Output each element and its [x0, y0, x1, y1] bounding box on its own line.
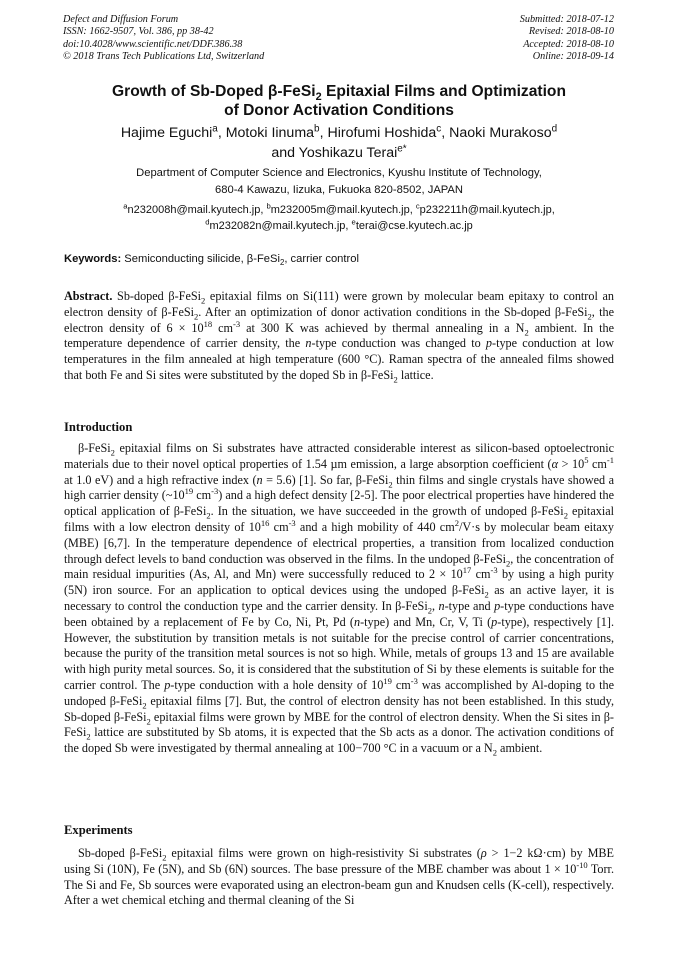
affiliation: Department of Computer Science and Electronics, Kyushu Institute of Technology, 680-4 Kawazu, Iizuka, Fukuoka 820-8502, JAPAN — [136, 167, 542, 196]
email-link[interactable]: m232082n@mail.kyutech.jp, — [209, 219, 352, 232]
issn-line: ISSN: 1662-9507, Vol. 386, pp 38-42 — [63, 26, 214, 38]
email-link[interactable]: p232211h@mail.kyutech.jp, — [419, 204, 555, 216]
online-date: Online: 2018-09-14 — [532, 50, 614, 62]
email-link[interactable]: n232008h@mail.kyutech.jp, — [127, 204, 267, 216]
author-emails: $^a$n232008h@mail.kyutech.jp, $^b$m232005m@mail.kyutech.jp, $^c$p232211h@mail.kyutech.jp, $^d$m232082n@mail.kyutech.jp, $^e$terai@cse.kyutech.ac.jp — [123, 201, 555, 232]
introduction-body: β-FeSi$_2$ epitaxial films on Si substrates have attracted considerable interest as silicon-based optoelectronic materials due to their novel optical properties of 1.54 µm emission, a large absorption coefficient ($\alpha > 10^5$ $cm^{-1}$ at 1.0 eV) and a high refractive index (n = 5.6) [1]. So far, β-FeSi$_2$ thin films and single crystals have showed a high carrier density ($\sim 10^{19}$ $cm^{-3}$) and a high defect density [2-5]. The poor electrical properties have hindered the optical application of β-FeSi$_2$. In the situation, we have succeeded in the growth of undoped β-FeSi$_2$ epitaxial films with a low electron density of $10^{16}$ $cm^{-3}$ and a high mobility of 440 $cm^2/V\cdot s$ by molecular beam eitaxy (MBE) [6,7]. In the temperature dependence of electrical properties, a transition from localized conduction through defect levels to band conduction was observed in the films. In the undoped β-FeSi$_2$, the concentration of main residual impurities (As, Al, and Mn) were successfully reduced to $2 \times 10^{17}$ $cm^{-3}$ by using a high purity (5N) iron source. For an application to optical devices using the undoped β-FeSi$_2$ as an active layer, it is necessary to control the conduction type and the carrier density. In β-FeSi$_2$, n-type and p-type conductions have been obtained by a replacement of Fe by Co, Ni, Pt, Pd (n-type) and Mn, Cr, V, Ti (p-type), respectively [1]. However, the substitution by transition metals is not suitable for the precise control of carrier concentrations, because the purity of the transition metal sources is not so high. While, metals of groups 13 and 15 are available with high purity metal sources. So, it is considered that the substitution of Si by these elements is suitable for the carrier control. The p-type conduction with a hole density of $10^{19}$ $cm^{-3}$ was accomplished by Al-doping to the undoped β-FeSi$_2$ epitaxial films [7]. But, the control of electron density has not been established. In this study, Sb-doped β-FeSi$_2$ epitaxial films were grown by MBE for the control of electron density. When the Si sites in β-FeSi$_2$ lattice are substituted by Sb atoms, it is expected that the Sb acts as a donor. The activation conditions of the doped Sb were investigated by thermal annealing at 100−700 °C in a vacuum or a $N_2$ ambient. — [64, 441, 615, 758]
author-name: Hirofumi Hoshida — [327, 125, 437, 141]
email-link[interactable]: terai@cse.kyutech.ac.jp — [355, 219, 473, 232]
experiments-body: Sb-doped β-FeSi$_2$ epitaxial films were grown on high-resistivity Si substrates (ρ > 1−2 kΩ·cm) by MBE using Si (10N), Fe (5N), and Sb (6N) sources. The base pressure of the MBE chamber was about $1 \times 10^{-10}$ Torr. The Si and Fe, Sb sources were evaporated using an electron-beam gun and Knudsen cells (K-cell), respectively. After a wet chemical etching and thermal cleaning of the Si — [64, 846, 615, 908]
email-link[interactable]: m232005m@mail.kyutech.jp, — [270, 204, 416, 216]
author-list: Hajime Eguchi$^a$, Motoki Iinuma$^b$, Hirofumi Hoshida$^c$, Naoki Murakoso$^d$ and Yoshikazu Terai$^{e*}$ — [120, 123, 558, 161]
author-name: and Yoshikazu Terai — [271, 144, 398, 161]
abstract: Abstract. Sb-doped β-FeSi$_2$ epitaxial films on Si(111) were grown by molecular beam epitaxy to control an electron density of β-FeSi$_2$. After an optimization of donor activation conditions in the Sb-doped β-FeSi$_2$, the electron density of $6 \times 10^{18}$ $cm^{-3}$ at 300 K was achieved by thermal annealing in a $N_2$ ambient. In the temperature dependence of carrier density, the n-type conduction was changed to p-type conduction at low temperatures in the film annealed at high temperature (600 °C). Raman spectra of the annealed films showed that both Fe and Si sites were substituted by the doped Sb in β-FeSi$_2$ lattice. — [64, 289, 614, 385]
doi-line: doi:10.4028/www.scientific.net/DDF.386.38 — [63, 38, 243, 50]
author-name: Motoki Iinuma — [225, 125, 315, 141]
introduction-heading: Introduction — [64, 420, 133, 434]
abstract-label: Abstract. — [64, 289, 113, 303]
author-name: Hajime Eguchi — [120, 125, 213, 141]
copyright-line: © 2018 Trans Tech Publications Ltd, Switzerland — [63, 50, 265, 62]
author-name: Naoki Murakoso — [449, 125, 552, 141]
paper-title: Growth of Sb-Doped β-FeSi$_2$ Epitaxial Films and Optimization of Donor Activation Conditions — [112, 83, 566, 119]
experiments-heading: Experiments — [64, 823, 133, 837]
submitted-date: Submitted: 2018-07-12 — [519, 14, 614, 25]
publication-dates — [520, 14, 614, 63]
keywords: Keywords: Semiconducting silicide, β-FeSi$_2$, carrier control — [64, 253, 359, 268]
revised-date: Revised: 2018-08-10 — [528, 26, 614, 38]
keywords-label: Keywords: — [64, 253, 122, 265]
accepted-date: Accepted: 2018-08-10 — [523, 38, 614, 50]
journal-info — [63, 14, 264, 63]
journal-name: Defect and Diffusion Forum — [63, 14, 179, 25]
